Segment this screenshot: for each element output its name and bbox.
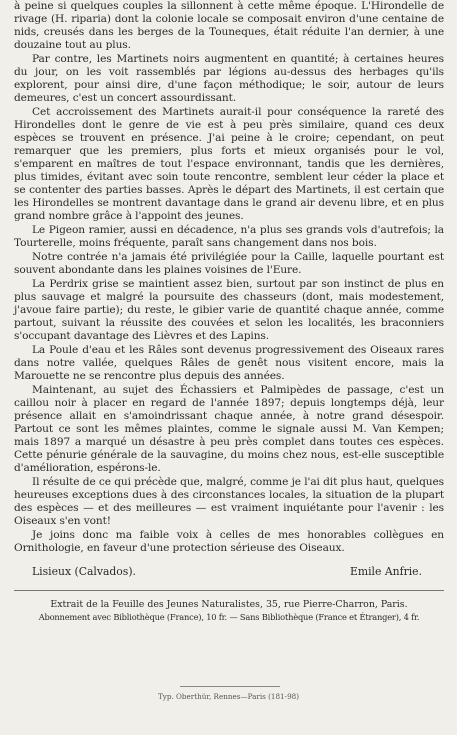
paragraph-conclusion: Il résulte de ce qui précède que, malgré, comme je l'ai dit plus haut, quelques heureuses exceptions dues à des circonstances locales, la situation de la plupart des espèces — et des meilleures — est vraiment inquiétante pour l'avenir : les Oiseaux s'en vont! (14, 476, 444, 527)
signature-author: Emile Anfrie. (349, 565, 422, 578)
paragraph-poule-eau: La Poule d'eau et les Râles sont devenus progressivement des Oiseaux rares dans notre vallée, quelques Râles de genêt nous visitent encore, mais la Marouette ne se rencontre plus depuis des années. (14, 344, 444, 382)
paragraph-protection: Je joins donc ma faible voix à celles de mes honorables collègues en Ornithologie, en faveur d'une protection sérieuse des Oiseaux. (14, 529, 444, 554)
paragraph-perdrix: La Perdrix grise se maintient assez bien, surtout par son instinct de plus en plus sauvage et malgré la poursuite des chasseurs (dont, mais modestement, j'avoue faire partie); du reste, le gibier varie de quantité chaque année, comme partout, suivant la réussite des couvées et selon les localités, les braconniers s'occupant davantage des Lièvres et des Lapins. (14, 278, 444, 342)
signature-place: Lisieux (Calvados). (32, 565, 136, 578)
paragraph-echassiers: Maintenant, au sujet des Échassiers et Palmipèdes de passage, c'est un caillou noir à placer en regard de l'année 1897; depuis longtemps déjà, leur présence allait en s'amoindrissant chaque année, à notre grand désespoir. Partout ce sont les mêmes plaintes, comme le signale aussi M. Van Kempen; mais 1897 a marqué un désastre à peu près complet dans toutes ces espèces. Cette pénurie générale de la sauvagine, du moins chez nous, est-elle susceptible d'amélioration, espérons-le. (14, 384, 444, 474)
printer-divider (180, 686, 280, 687)
footer-extrait: Extrait de la Feuille des Jeunes Naturalistes, 35, rue Pierre-Charron, Paris. (50, 599, 408, 610)
footer-divider (14, 590, 444, 591)
footer-abonnement: Abonnement avec Bibliothèque (France), 10 fr. — Sans Bibliothèque (France et Étranger), 4 fr. (38, 612, 420, 622)
signature-line (14, 565, 444, 578)
paragraph-pigeon: Le Pigeon ramier, aussi en décadence, n'a plus ses grands vols d'autrefois; la Tourterelle, moins fréquente, paraît sans changement dans nos bois. (14, 224, 444, 249)
paragraph-martinets: Par contre, les Martinets noirs augmentent en quantité; à certaines heures du jour, on les voit rassemblés par légions au-dessus des herbages qu'ils explorent, pour ainsi dire, d'une façon méthodique; le soir, autour de leurs demeures, c'est un concert assourdissant. (14, 53, 444, 104)
paragraph-hirondelle-rivage: à peine si quelques couples la sillonnent à cette même époque. L'Hirondelle de rivage (H. riparia) dont la colonie locale se composait environ d'une centaine de nids, creusés dans les berges de la Touneques, était réduite l'an dernier, à une douzaine tout au plus. (14, 0, 444, 51)
paragraph-caille: Notre contrée n'a jamais été privilégiée pour la Caille, laquelle pourtant est souvent abondante dans les plaines voisines de l'Eure. (14, 251, 444, 276)
paragraph-accroissement: Cet accroissement des Martinets aurait-il pour conséquence la rareté des Hirondelles dont le genre de vie est à peu près similaire, quand ces deux espèces se trouvent en présence. J'ai peine à le croire; cependant, on peut remarquer que les premiers, plus forts et mieux organisés pour le vol, s'emparent en maîtres de tout l'espace environnant, tandis que les dernières, plus timides, évitant avec soin toute rencontre, semblent leur céder la place et se contenter des parties basses. Après le départ des Martinets, il est certain que les Hirondelles se montrent davantage dans le grand air devenu libre, et en plus grand nombre grâce à l'appoint des jeunes. (14, 106, 444, 222)
printer-imprint: Typ. Oberthür, Rennes—Paris (181-98) (157, 692, 300, 701)
document-page (14, 0, 444, 623)
